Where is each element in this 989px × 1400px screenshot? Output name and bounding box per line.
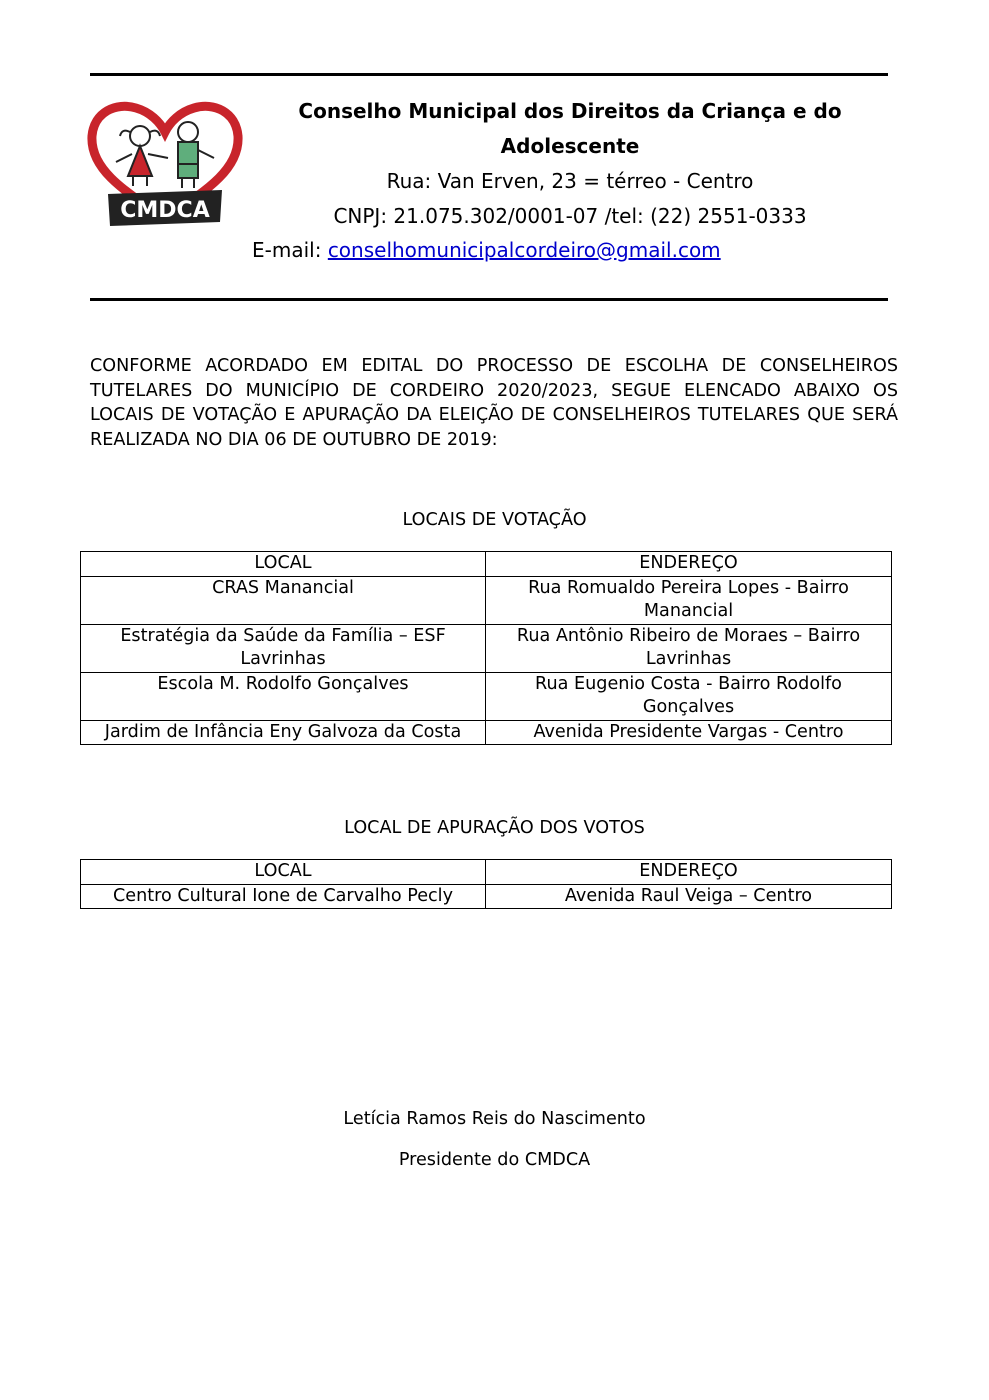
- logo-text: CMDCA: [120, 198, 210, 223]
- email-link[interactable]: conselhomunicipalcordeiro@gmail.com: [327, 238, 721, 262]
- location-cell: Escola M. Rodolfo Gonçalves: [81, 672, 486, 720]
- location-cell: Estratégia da Saúde da Família – ESF Lavrinhas: [81, 624, 486, 672]
- column-header: LOCAL: [81, 552, 486, 577]
- org-title-line2: Adolescente: [500, 134, 640, 158]
- location-cell: CRAS Manancial: [81, 576, 486, 624]
- address-cell: Avenida Raul Veiga – Centro: [486, 884, 892, 909]
- address-cell: Rua Romualdo Pereira Lopes - Bairro Manancial: [486, 576, 892, 624]
- header-bottom-rule: [90, 298, 888, 301]
- counting-section-title: LOCAL DE APURAÇÃO DOS VOTOS: [344, 818, 645, 838]
- boy-shirt-icon: [178, 142, 198, 164]
- signatory-name: Letícia Ramos Reis do Nascimento: [343, 1109, 646, 1129]
- boy-head-icon: [178, 122, 198, 142]
- org-cnpj-phone: CNPJ: 21.075.302/0001-07 /tel: (22) 2551-0333: [333, 204, 807, 228]
- table-row: [81, 884, 892, 909]
- table-row: [81, 720, 892, 745]
- girl-head-icon: [130, 126, 150, 146]
- header-top-rule: [90, 73, 888, 76]
- address-cell: Rua Antônio Ribeiro de Moraes – Bairro Lavrinhas: [486, 624, 892, 672]
- org-address: Rua: Van Erven, 23 = térreo - Centro: [386, 169, 754, 193]
- location-cell: Centro Cultural Ione de Carvalho Pecly: [81, 884, 486, 909]
- address-cell: Rua Eugenio Costa - Bairro Rodolfo Gonçalves: [486, 672, 892, 720]
- column-header: ENDEREÇO: [486, 552, 892, 577]
- voting-table: [80, 551, 892, 745]
- table-row: [81, 576, 892, 624]
- table-row: [81, 624, 892, 672]
- counting-table: [80, 859, 892, 909]
- cmdca-logo: [86, 100, 244, 230]
- address-cell: Avenida Presidente Vargas - Centro: [486, 720, 892, 745]
- girl-dress-icon: [128, 146, 152, 176]
- column-header: LOCAL: [81, 860, 486, 885]
- email-line: [252, 238, 721, 262]
- intro-paragraph: CONFORME ACORDADO EM EDITAL DO PROCESSO DE ESCOLHA DE CONSELHEIROS TUTELARES DO MUNICÍPIO DE CORDEIRO 2020/2023, SEGUE ELENCADO ABAIXO OS LOCAIS DE VOTAÇÃO E APURAÇÃO DA ELEIÇÃO DE CONSELHEIROS TUTELARES QUE SERÁ REALIZADA NO DIA 06 DE OUTUBRO DE 2019:: [90, 356, 898, 450]
- location-cell: Jardim de Infância Eny Galvoza da Costa: [81, 720, 486, 745]
- voting-section-title: LOCAIS DE VOTAÇÃO: [402, 510, 587, 530]
- table-header-row: [81, 552, 892, 577]
- email-label: E-mail:: [252, 238, 328, 262]
- column-header: ENDEREÇO: [486, 860, 892, 885]
- table-header-row: [81, 860, 892, 885]
- table-row: [81, 672, 892, 720]
- signatory-role: Presidente do CMDCA: [398, 1150, 591, 1170]
- org-title-line1: Conselho Municipal dos Direitos da Criança e do: [298, 99, 842, 123]
